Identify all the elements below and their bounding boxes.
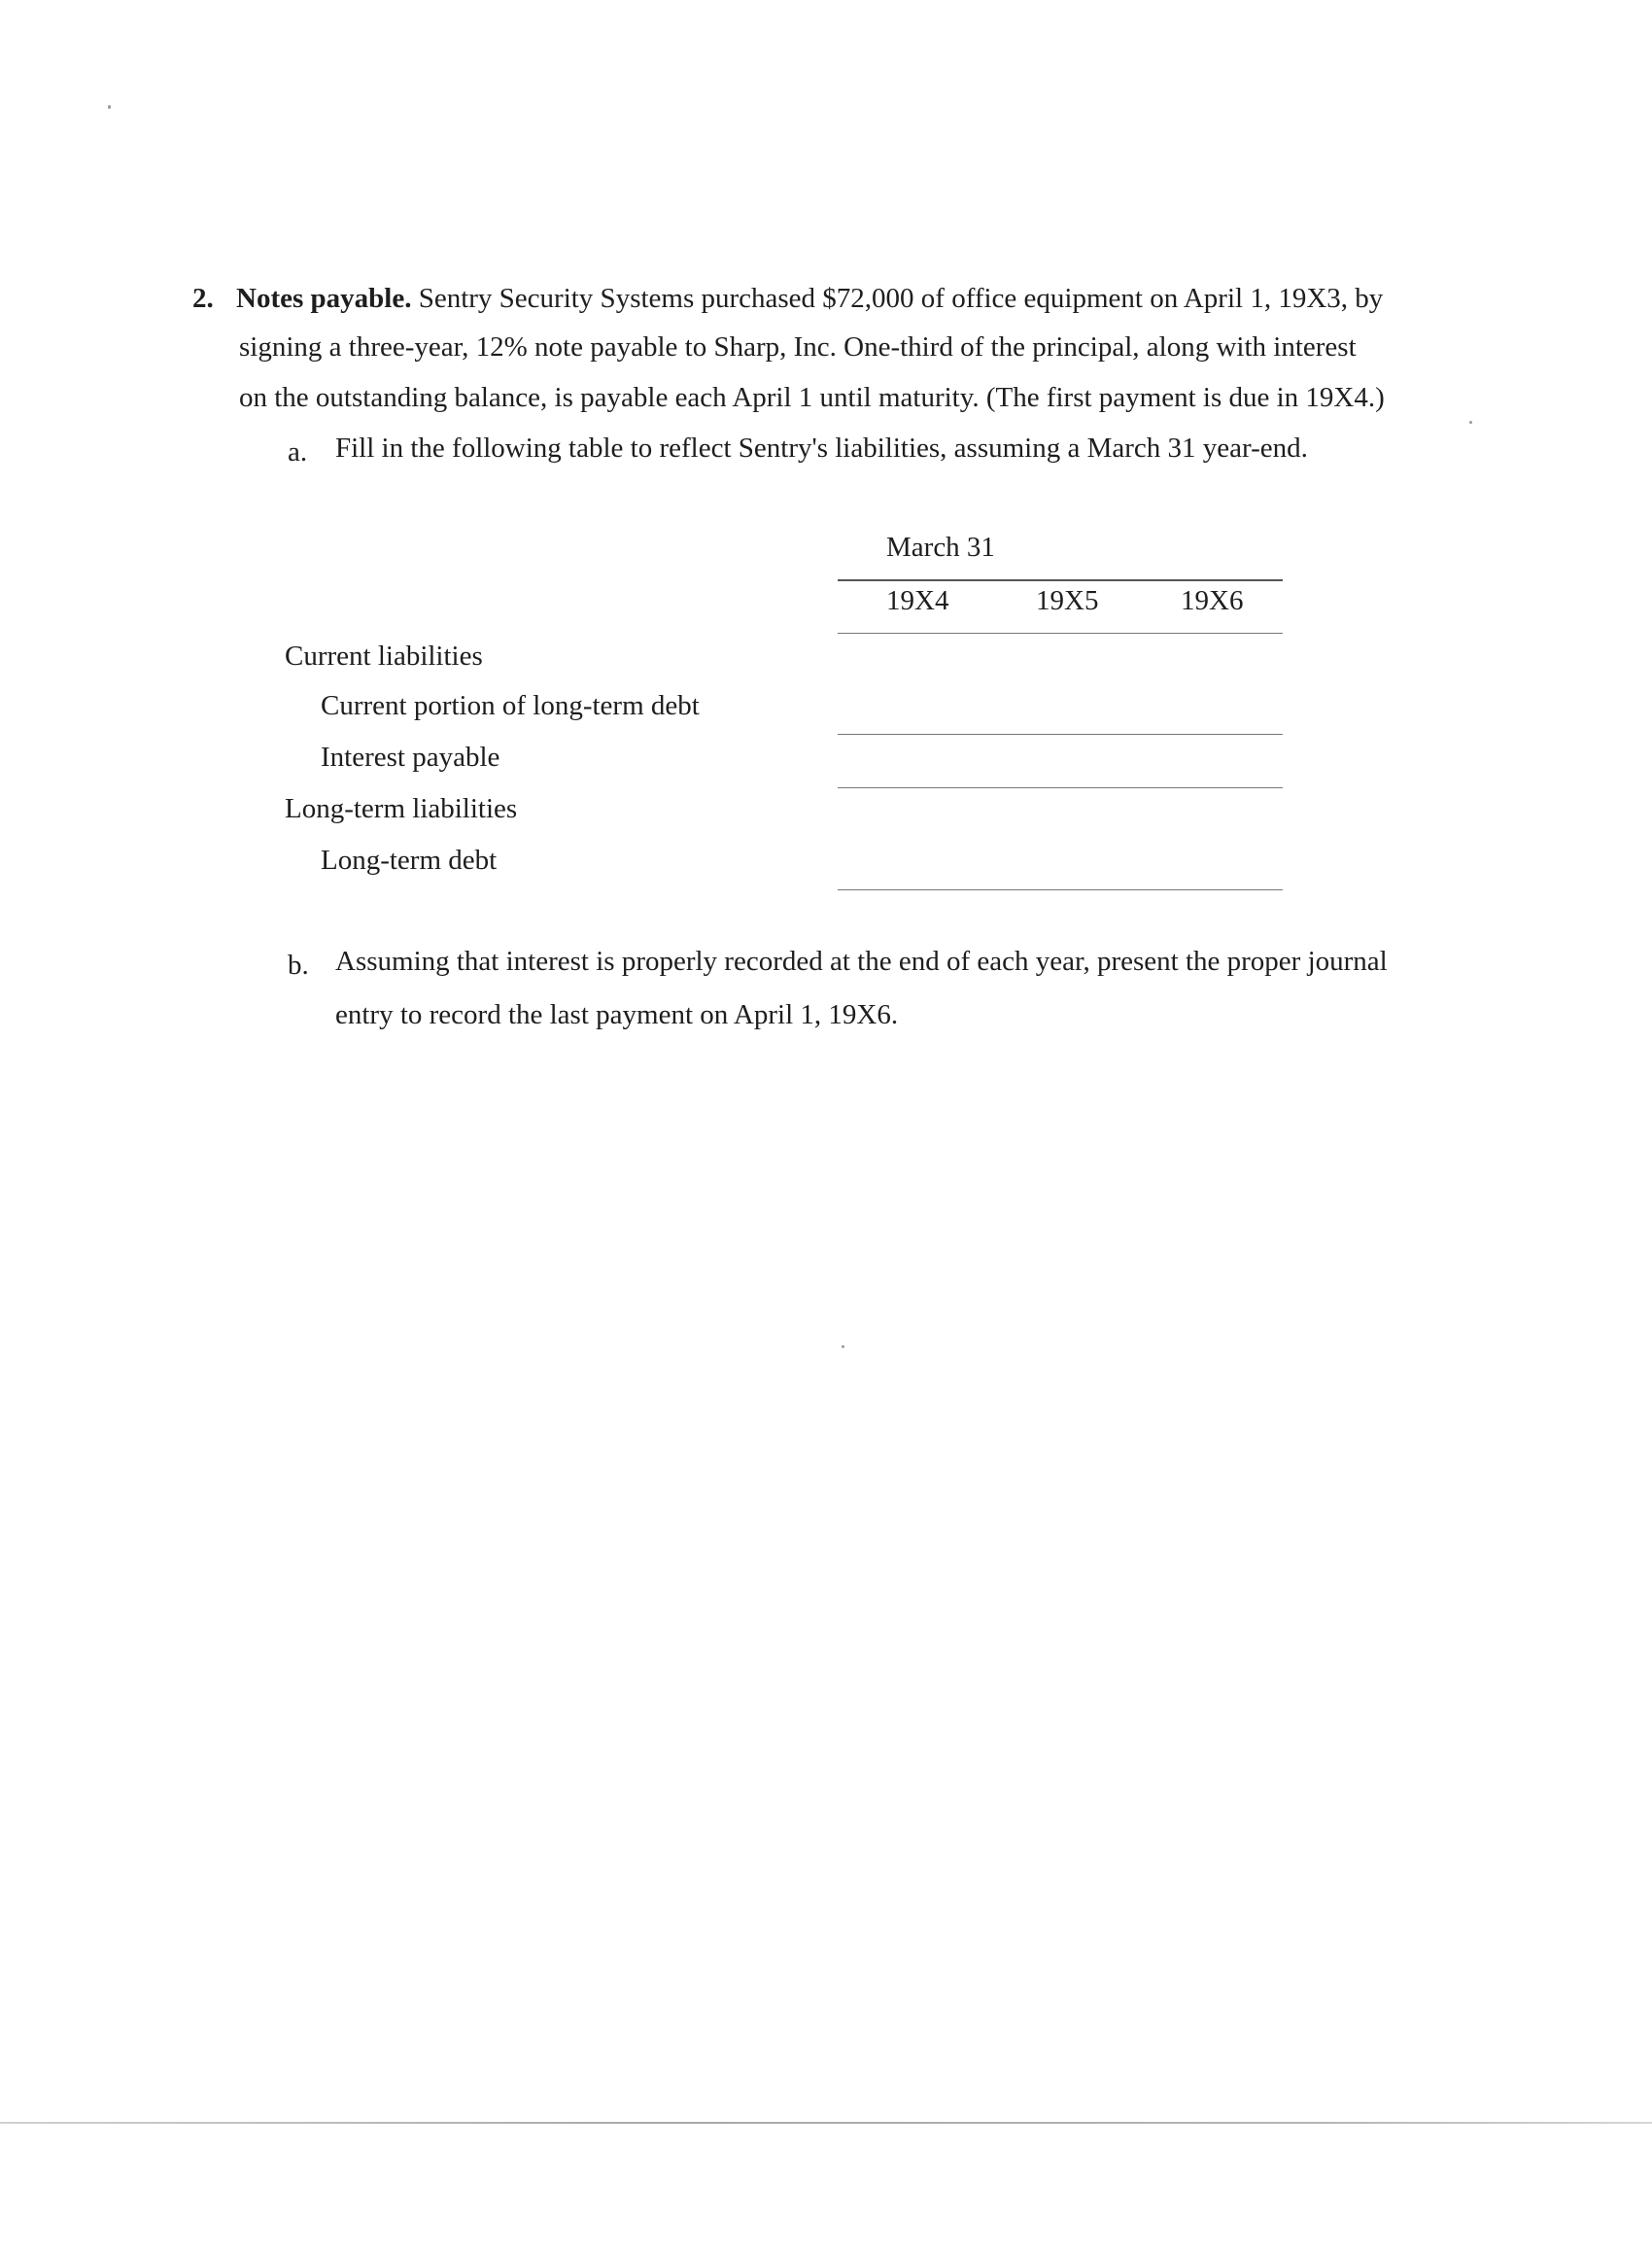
question-title: Notes payable. [236, 283, 412, 314]
row-label-long-term-debt: Long-term debt [321, 845, 498, 876]
question-text-line-3: on the outstanding balance, is payable each April 1 until maturity. (The first payment is due in 19X4.) [239, 382, 1385, 413]
question-text-line-1: Sentry Security Systems purchased $72,000 of office equipment on April 1, 19X3, by [418, 283, 1384, 314]
part-a-text: Fill in the following table to reflect Sentry's liabilities, assuming a March 31 year-end. [335, 433, 1308, 464]
question-line-1 [192, 285, 1383, 313]
question-number: 2. [192, 283, 214, 314]
row-label-current-portion: Current portion of long-term debt [321, 690, 700, 721]
part-b-text-line-1: Assuming that interest is properly recorded at the end of each year, present the proper journal [335, 946, 1388, 977]
table-header-bottom-rule [838, 633, 1283, 634]
table-header-march-31: March 31 [886, 532, 995, 563]
row-label-long-term-liabilities: Long-term liabilities [285, 793, 518, 824]
part-b-marker: b. [288, 950, 309, 981]
part-a-marker: a. [288, 436, 308, 468]
row-label-interest-payable: Interest payable [321, 742, 500, 773]
answer-line-long-term-debt[interactable] [838, 889, 1283, 890]
answer-line-interest-payable[interactable] [838, 787, 1283, 788]
scan-speck [108, 105, 111, 109]
column-header-19x4: 19X4 [886, 585, 949, 616]
answer-line-current-portion[interactable] [838, 734, 1283, 735]
question-text-line-2: signing a three-year, 12% note payable to Sharp, Inc. One-third of the principal, along with interest [239, 331, 1357, 363]
column-header-19x5: 19X5 [1036, 585, 1099, 616]
table-header-top-rule [838, 579, 1283, 581]
scan-edge-line [0, 2122, 1652, 2124]
scan-speck [842, 1345, 844, 1348]
part-b-text-line-2: entry to record the last payment on April 1, 19X6. [335, 999, 899, 1030]
scan-speck [1469, 421, 1472, 424]
row-label-current-liabilities: Current liabilities [285, 641, 483, 672]
column-header-19x6: 19X6 [1181, 585, 1244, 616]
